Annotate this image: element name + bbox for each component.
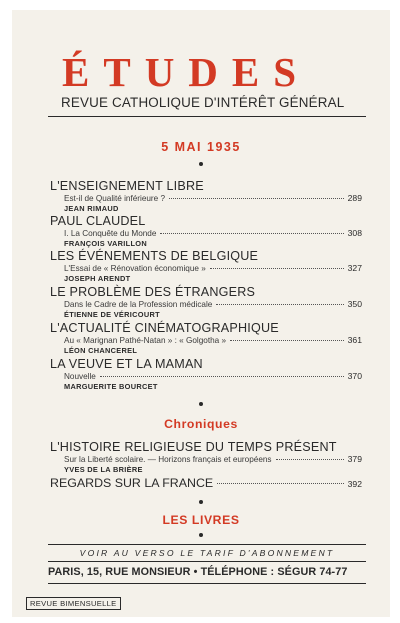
entry-page: 289 (347, 193, 362, 203)
masthead-subtitle: REVUE CATHOLIQUE D'INTÉRÊT GÉNÉRAL (61, 95, 345, 110)
dot-leader (169, 198, 344, 199)
entry-title: L'HISTOIRE RELIGIEUSE DU TEMPS PRÉSENT (50, 440, 337, 454)
section-bullet (199, 402, 203, 406)
chroniques-heading: Chroniques (164, 417, 238, 431)
entry-author: FRANÇOIS VARILLON (64, 239, 147, 248)
entry-author: MARGUERITE BOURCET (64, 382, 158, 391)
contents-entry[interactable] (50, 215, 362, 248)
frequency-badge: REVUE BIMENSUELLE (26, 597, 121, 610)
entry-author: YVES DE LA BRIÈRE (64, 465, 143, 474)
section-bullet (199, 533, 203, 537)
date-bullet (199, 162, 203, 166)
entry-title: LE PROBLÈME DES ÉTRANGERS (50, 285, 256, 299)
livres-heading[interactable]: LES LIVRES (162, 513, 240, 527)
entry-subtitle: Dans le Cadre de la Profession médicale (64, 300, 213, 309)
entry-page: 361 (347, 335, 362, 345)
dot-leader (216, 304, 343, 305)
entry-author: JOSEPH ARENDT (64, 274, 131, 283)
dot-leader (217, 483, 343, 484)
entry-title: LES ÉVÉNEMENTS DE BELGIQUE (50, 249, 259, 263)
entry-subtitle: Sur la Liberté scolaire. — Horizons français et européens (64, 455, 272, 464)
entry-page: 370 (347, 371, 362, 381)
entry-author: JEAN RIMAUD (64, 204, 119, 213)
entry-page: 392 (347, 479, 362, 489)
dot-leader (210, 268, 344, 269)
dot-leader (230, 340, 344, 341)
entry-line (64, 371, 362, 382)
contents-entry[interactable] (50, 180, 362, 213)
entry-subtitle: I. La Conquête du Monde (64, 229, 157, 238)
contents-entry[interactable] (50, 322, 362, 355)
entry-title: L'ENSEIGNEMENT LIBRE (50, 179, 204, 193)
masthead-divider (48, 116, 366, 117)
masthead-title: ÉTUDES (62, 49, 311, 95)
entry-line (64, 335, 362, 346)
section-bullet (199, 500, 203, 504)
issue-date: 5 MAI 1935 (161, 140, 241, 154)
dot-leader (276, 459, 344, 460)
entry-title: PAUL CLAUDEL (50, 214, 146, 228)
contents-entry[interactable] (50, 250, 362, 283)
entry-page: 308 (347, 228, 362, 238)
footer-divider-top (48, 544, 366, 545)
entry-line (64, 193, 362, 204)
entry-title: REGARDS SUR LA FRANCE (50, 476, 214, 490)
entry-line (64, 263, 362, 274)
chronique-entry[interactable] (50, 441, 362, 474)
entry-line (64, 454, 362, 465)
entry-line (64, 299, 362, 310)
entry-page: 327 (347, 263, 362, 273)
entry-subtitle: L'Essai de « Rénovation économique » (64, 264, 206, 273)
entry-subtitle: Au « Marignan Pathé-Natan » : « Golgotha » (64, 336, 227, 345)
dot-leader (160, 233, 343, 234)
entry-title: LA VEUVE ET LA MAMAN (50, 357, 203, 371)
entry-page: 379 (347, 454, 362, 464)
entry-author: LÉON CHANCEREL (64, 346, 138, 355)
footer-divider-middle (48, 561, 366, 562)
entry-title: L'ACTUALITÉ CINÉMATOGRAPHIQUE (50, 321, 279, 335)
entry-subtitle: Est-il de Qualité inférieure ? (64, 194, 166, 203)
entry-line (64, 228, 362, 239)
entry-page: 350 (347, 299, 362, 309)
entry-subtitle: Nouvelle (64, 372, 96, 381)
footer-divider-bottom (48, 583, 366, 584)
entry-author: ÉTIENNE DE VÉRICOURT (64, 310, 160, 319)
magazine-cover (12, 10, 390, 617)
dot-leader (100, 376, 344, 377)
subscription-note: VOIR AU VERSO LE TARIF D'ABONNEMENT (79, 548, 335, 558)
contents-entry[interactable] (50, 358, 362, 391)
contents-entry[interactable] (50, 286, 362, 319)
regards-entry[interactable] (50, 476, 362, 490)
publisher-address: PARIS, 15, RUE MONSIEUR • TÉLÉPHONE : SÉGUR 74-77 (48, 566, 348, 578)
